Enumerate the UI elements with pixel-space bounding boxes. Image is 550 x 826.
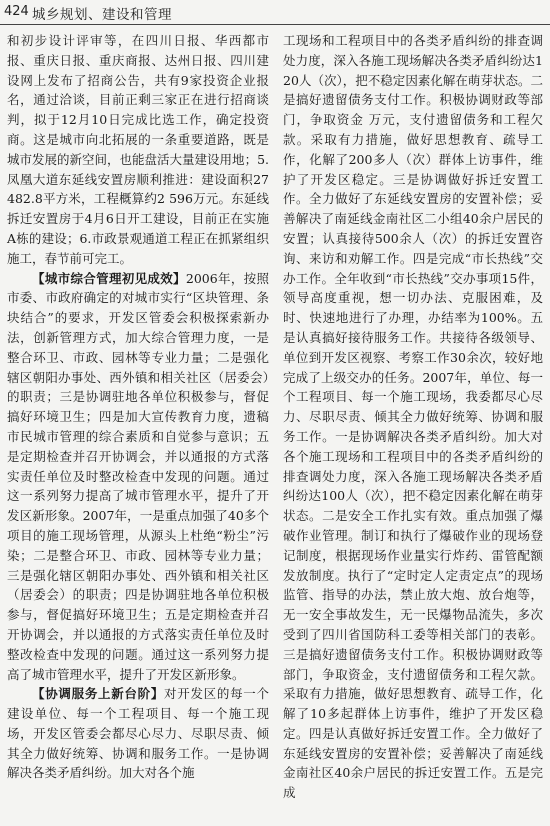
section-body: 2006年，按照市委、市政府确定的对城市实行“区块管理、条块结合”的要求，开发区管委会积极探索新办法，创新管理方式，加大综合管理力度，一是整合环卫、市政、园林等专业力量；二是强化辖区朝阳办事处、西外镇和相关社区（居委会）的职责；三是协调驻地各单位积极参与，督促搞好环境卫生；四是加大宣传教育力度，遗稿市民城市管理的综合素质和自觉参与意识；五是定期检查并召开协调会，并以通报的方式落实责任单位及时整改检查中发现的问题。通过这一系列努力提高了城市管理水平，提升了开发区新形象。2007年，一是重点加强了40多个项目的施工现场管理，从源头上杜绝“粉尘”污染；二是整合环卫、市政、园林等专业力量；三是强化辖区朝阳办事处、西外镇和相关社区（居委会）的职责；四是协调驻地各单位积极参与，督促搞好环境卫生；五是定期检查并召开协调会，并以通报的方式落实责任单位及时整改检查中发现的问题。通过这一系列努力提高了城市管理水平，提升了开发区新形象。 [7,270,269,682]
section-body: 对开发区的每一个建设单位、每一个工程项目、每一个施工现场，开发区管委会都尽心尽力、尽职尽责、倾其全力做好统筹、协调和服务工作。一是协调解决各类矛盾纠纷。加大对各个施 [7,686,269,781]
page-header [0,0,550,25]
paragraph: 工现场和工程项目中的各类矛盾纠纷的排查调处力度，深入各施工现场解决各类矛盾纠纷达120人（次），把不稳定因素化解在萌芽状态。二是搞好遗留债务支付工作。积极协调财政等部门，争取资金 万元，支付遗留债务和工程欠款。采取有力措施，做好思想教育、疏导工作，化解了200多人（次）群体上访事件，维护了开发区稳定。三是协调做好拆迁安置工作。全力做好了东延线安置房的安置补偿；妥善解决了南延线金南社区二小组40余户居民的安置；认真接待500余人（次）的拆迁安置咨询、来访和劝解工作。四是完成“市长热线”交办工作。全年收到“市长热线”交办事项15件，领导高度重视，想一切办法、克服困难，及时、快速地进行了办理，办结率为100%。五是认真搞好接待服务工作。共接待各级领导、单位到开发区视察、考察工作30余次，较好地完成了上级交办的任务。2007年，单位、每一个工程项目、每一个施工现场，我委都尽心尽力、尽职尽责、倾其全力做好统筹、协调和服务工作。一是协调解决各类矛盾纠纷。加大对各个施工现场和工程项目中的各类矛盾纠纷的排查调处力度，深入各施工现场解决各类矛盾纠纷达100人（次），把不稳定因素化解在萌芽状态。二是安全工作扎实有效。重点加强了爆破作业管理。制订和执行了爆破作业的现场登记制度，根据现场作业量实行炸药、雷管配额发放制度。执行了“定时定人定责定点”的现场监管、指导的办法，禁止放大炮、放台炮等，无一安全事故发生，无一民爆物品流失，多次受到了四川省国防科工委等相关部门的表彰。三是搞好遗留债务支付工作。积极协调财政等部门，争取资金，支付遗留债务和工程欠款。采取有力措施，做好思想教育、疏导工作，化解了10多起群体上访事件，维护了开发区稳定。四是认真做好拆迁安置工作。全力做好了东延线安置房的安置补偿；妥善解决了南延线金南社区40余户居民的拆迁安置工作。五是完成 [283,33,543,801]
right-column [283,31,543,803]
paragraph [7,269,269,685]
running-title: 城乡规划、建设和管理 [32,7,172,23]
section-heading: 【协调服务上新台阶】 [32,686,165,702]
page-number: 424 [4,4,29,19]
section-heading: 【城市综合管理初见成效】 [32,270,186,286]
paragraph: 和初步设计评审等，在四川日报、华西都市报、重庆日报、重庆商报、达州日报、四川建设网上发布了招商公告，共有9家投资企业报名，通过洽谈，目前正剩三家正在进行招商谈判，拟于12月10日完成比选工作，确定投资商。这是城市向北拓展的一条重要道路，既是城市发展的新空间，也能盘活大量建设用地；5.凤凰大道东延线安置房顺利推进：建设面积27 482.8平方米，工程概算约2 596万元。东延线拆迁安置房于4月6日开工建设，目前正在实施A栋的建设；6.市政景观通道工程正在抓紧组织施工，春节前可完工。 [7,33,269,266]
left-column [7,31,269,783]
paragraph [7,684,269,783]
